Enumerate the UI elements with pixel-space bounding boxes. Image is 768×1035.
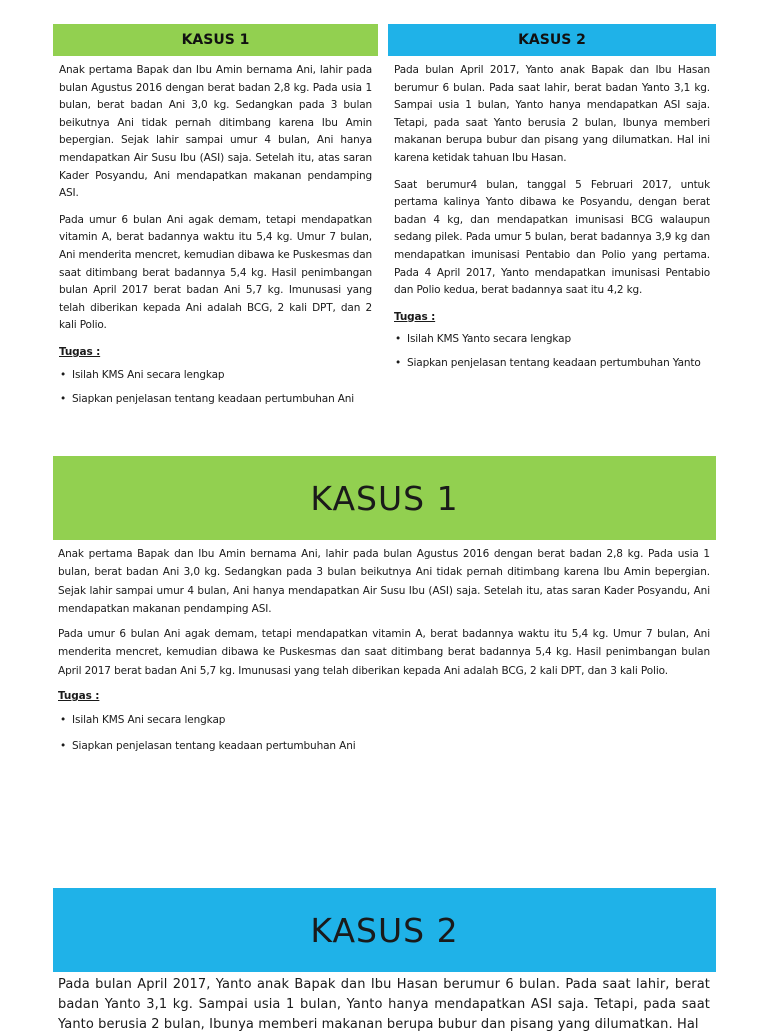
kasus1-tugas-label: Tugas : — [59, 345, 101, 358]
kasus1-paragraph-1: Anak pertama Bapak dan Ibu Amin bernama Ani, lahir pada bulan Agustus 2016 dengan berat badan 2,8 kg. Pada usia 1 bulan, berat badan Ani 3,0 kg. Sedangkan pada 3 bulan beikutnya Ani tidak pernah ditimbang karena Ibu Amin bepergian. Sejak lahir sampai umur 4 bulan, Ani hanya mendapatkan Air Susu Ibu (ASI) saja. Setelah itu, atas saran Kader Posyandu, Ani mendapatkan makanan pendamping ASI. — [59, 64, 372, 200]
kasus2-large-paragraph: Pada bulan April 2017, Yanto anak Bapak dan Ibu Hasan berumur 6 bulan. Pada saat lahir, berat badan Yanto 3,1 kg. Sampai usia 1 bulan, Yanto hanya mendapatkan ASI saja. Tetapi, pada saat Yanto berusia 2 bulan, Ibunya memberi makanan berupa bubur dan pisang yang dilumatkan. Hal — [58, 977, 710, 1032]
kasus2-tugas-label: Tugas : — [394, 310, 436, 323]
kasus2-large-body — [58, 975, 710, 1032]
list-item: • Isilah KMS Yanto secara lengkap — [395, 333, 571, 346]
bullet-icon: • — [60, 392, 67, 405]
bullet-icon: • — [395, 357, 402, 370]
kasus1-large-tugas-label: Tugas : — [58, 690, 100, 703]
kasus1-large-body — [58, 545, 710, 765]
kasus1-title: KASUS 1 — [53, 24, 378, 56]
kasus2-body — [388, 56, 716, 371]
kasus1-large-title: KASUS 1 — [53, 456, 716, 540]
kasus2-card — [388, 24, 716, 380]
kasus1-large-paragraph-2: Pada umur 6 bulan Ani agak demam, tetapi mendapatkan vitamin A, berat badannya waktu itu 5,4 kg. Umur 7 bulan, Ani menderita mencret, kemudian dibawa ke Puskesmas dan saat ditimbang berat badannya 5,4 kg. Hasil penimbangan bulan April 2017 berat badan Ani 5,7 kg. Imunusasi yang telah diberikan kepada Ani adalah BCG, 2 kali DPT, dan 3 kali Polio. — [58, 628, 710, 677]
list-item: • Siapkan penjelasan tentang keadaan pertumbuhan Yanto — [395, 357, 701, 370]
bullet-icon: • — [60, 714, 67, 727]
kasus1-large-paragraph-1: Anak pertama Bapak dan Ibu Amin bernama Ani, lahir pada bulan Agustus 2016 dengan berat badan 2,8 kg. Pada usia 1 bulan, berat badan Ani 3,0 kg. Sedangkan pada 3 bulan beikutnya Ani tidak pernah ditimbang karena Ibu Amin bepergian. Sejak lahir sampai umur 4 bulan, Ani hanya mendapatkan Air Susu Ibu (ASI) saja. Setelah itu, atas saran Kader Posyandu, Ani mendapatkan makanan pendamping ASI. — [58, 548, 710, 615]
kasus2-paragraph-2: Saat berumur4 bulan, tanggal 5 Februari 2017, untuk pertama kalinya Yanto dibawa ke Posyandu, dengan berat badan 4 kg, dan mendapatkan imunisasi BCG walaupun sedang pilek. Pada umur 5 bulan, berat badannya 3,9 kg dan mendapatkan imunisasi Pentabio dan Polio yang pertama. Pada 4 April 2017, Yanto mendapatkan imunisasi Pentabio dan Polio kedua, berat badannya saat itu 4,2 kg. — [394, 178, 710, 297]
list-item: • Isilah KMS Ani secara lengkap — [60, 714, 226, 727]
kasus1-large-tugas-list — [58, 713, 710, 754]
kasus1-tugas-list — [59, 368, 372, 407]
list-item: • Siapkan penjelasan tentang keadaan pertumbuhan Ani — [60, 392, 355, 405]
kasus2-title: KASUS 2 — [388, 24, 716, 56]
kasus2-tugas-list — [394, 332, 710, 371]
bullet-icon: • — [60, 368, 67, 381]
bullet-icon: • — [60, 740, 67, 753]
kasus1-body — [53, 56, 378, 407]
list-item: • Isilah KMS Ani secara lengkap — [60, 368, 225, 381]
kasus2-paragraph-1: Pada bulan April 2017, Yanto anak Bapak dan Ibu Hasan berumur 6 bulan. Pada saat lahir, berat badan Yanto 3,1 kg. Sampai usia 1 bulan, Yanto hanya mendapatkan ASI saja. Tetapi, pada saat Yanto berusia 2 bulan, Ibunya memberi makanan berupa bubur dan pisang yang dilumatkan. Hal ini karena ketidak tahuan Ibu Hasan. — [394, 64, 710, 164]
list-item: • Siapkan penjelasan tentang keadaan pertumbuhan Ani — [60, 740, 356, 753]
kasus1-card — [53, 24, 378, 416]
bullet-icon: • — [395, 333, 402, 346]
kasus2-large-title: KASUS 2 — [53, 888, 716, 972]
kasus1-paragraph-2: Pada umur 6 bulan Ani agak demam, tetapi mendapatkan vitamin A, berat badannya waktu itu 5,4 kg. Umur 7 bulan, Ani menderita mencret, kemudian dibawa ke Puskesmas dan saat ditimbang berat badannya 5,4 kg. Hasil penimbangan bulan April 2017 berat badan Ani 5,7 kg. Imunusasi yang telah diberikan kepada Ani adalah BCG, 2 kali DPT, dan 2 kali Polio. — [59, 213, 372, 332]
